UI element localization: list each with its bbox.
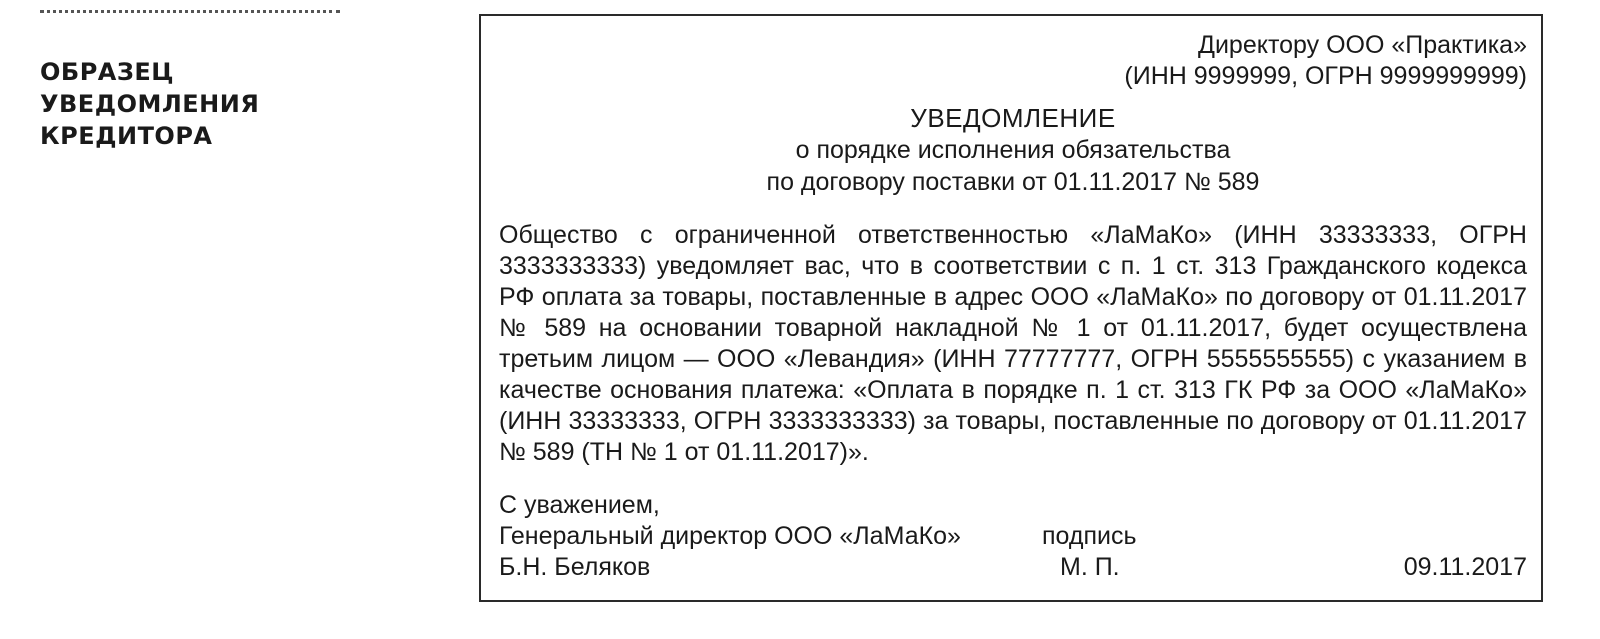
sample-title-line: ОБРАЗЕЦ (40, 58, 175, 86)
notice-document (499, 30, 1527, 590)
notice-heading (499, 102, 1527, 198)
regards-text: С уважением, (499, 491, 660, 519)
closing-row (499, 552, 1527, 583)
addressee-line: Директору ООО «Практика» (1198, 31, 1527, 59)
addressee-block (499, 30, 1527, 92)
notice-subtitle: по договору поставки от 01.11.2017 № 589 (766, 168, 1260, 196)
notice-body: Общество с ограниченной ответственностью «ЛаМаКо» (ИНН 33333333, ОГРН 3333333333) уведомляет вас, что в соответствии с п. 1 ст. 313 Гражданского кодекса РФ оплата за товары, поставленные в адрес ООО «ЛаМаКо» по договору от 01.11.2017 № 589 на основании товарной накладной № 1 от 01.11.2017, будет осуществлена третьим лицом — ООО «Левандия» (ИНН 77777777, ОГРН 5555555555) с указанием в качестве основания платежа: «Оплата в порядке п. 1 ст. 313 ГК РФ за ООО «ЛаМаКо» (ИНН 33333333, ОГРН 3333333333) за товары, поставленные по договору от 01.11.2017 № 589 (ТН № 1 от 01.11.2017)». (499, 221, 1527, 466)
signer-position: Генеральный директор ООО «ЛаМаКо» (499, 522, 961, 550)
notice-title: УВЕДОМЛЕНИЕ (910, 103, 1116, 133)
sample-title-line: КРЕДИТОРА (40, 122, 213, 150)
notice-subtitle: о порядке исполнения обязательства (795, 136, 1231, 164)
notice-document-frame (479, 14, 1543, 602)
addressee-line: (ИНН 9999999, ОГРН 9999999999) (1124, 62, 1527, 90)
closing-row (499, 521, 1527, 552)
signer-name: Б.Н. Беляков (499, 553, 651, 581)
closing-block (499, 490, 1527, 583)
closing-row (499, 490, 1527, 521)
dotted-separator (40, 10, 340, 13)
sample-title (40, 56, 440, 152)
signature-label: подпись (1042, 522, 1137, 550)
sample-title-line: УВЕДОМЛЕНИЯ (40, 90, 260, 118)
stamp-label: М. П. (1060, 553, 1120, 581)
notice-date: 09.11.2017 (1403, 553, 1527, 581)
